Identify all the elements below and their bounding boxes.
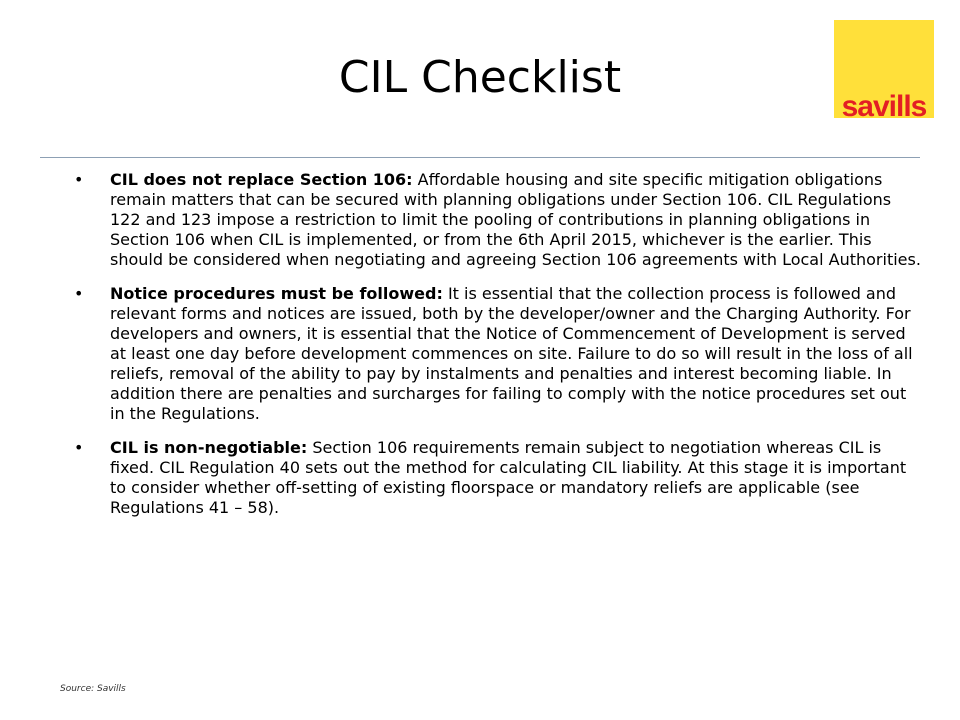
savills-logo-text: savills (841, 90, 927, 123)
source-note: Source: Savills (60, 684, 126, 694)
slide-title: CIL Checklist (338, 52, 622, 103)
bullet-item-notice-procedures (72, 284, 922, 424)
bullet-dot-icon: • (74, 284, 84, 303)
bullet-lead: Notice procedures must be followed: (110, 284, 443, 303)
bullet-item-section-106 (72, 170, 922, 270)
bullet-dot-icon: • (74, 438, 84, 457)
checklist-bullets (72, 170, 922, 532)
bullet-lead: CIL does not replace Section 106: (110, 170, 413, 189)
bullet-item-non-negotiable (72, 438, 922, 518)
bullet-dot-icon: • (74, 170, 84, 189)
savills-logo (834, 20, 934, 123)
bullet-text: It is essential that the collection process is followed and relevant forms and notices are issued, both by the developer/owner and the Charging Authority. For developers and owners, it is essential that the Notice of Commencement of Development is served at least one day before development commences on site. Failure to do so will result in the loss of all reliefs, removal of the ability to pay by instalments and penalties and interest becoming liable. In addition there are penalties and surcharges for failing to comply with the notice procedures set out in the Regulations. (110, 284, 913, 423)
bullet-text: Section 106 requirements remain subject to negotiation whereas CIL is fixed. CIL Regulation 40 sets out the method for calculating CIL liability. At this stage it is important to consider whether off-setting of existing floorspace or mandatory reliefs are applicable (see Regulations 41 – 58). (110, 438, 907, 517)
bullet-lead: CIL is non-negotiable: (110, 438, 308, 457)
title-divider (40, 157, 920, 158)
bullet-text: Affordable housing and site specific mitigation obligations remain matters that can be secured with planning obligations under Section 106. CIL Regulations 122 and 123 impose a restriction to limit the pooling of contributions in planning obligations in Section 106 when CIL is implemented, or from the 6th April 2015, whichever is the earlier. This should be considered when negotiating and agreeing Section 106 agreements with Local Authorities. (110, 170, 921, 269)
